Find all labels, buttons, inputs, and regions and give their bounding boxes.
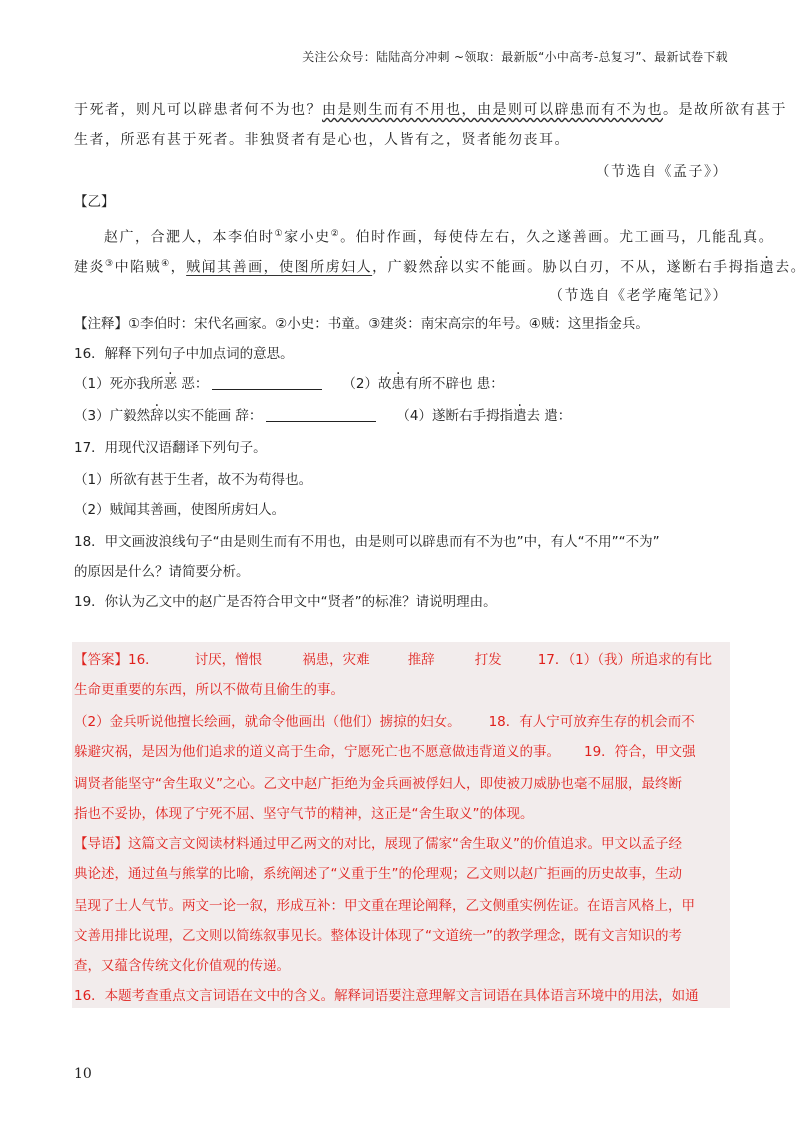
q16-explanation: 16．本题考查重点文言词语在文中的含义。解释词语要注意理解文言词语在具体语言环境中的用法，如通 <box>74 988 699 1004</box>
guide-line-3: 呈现了士人气节。两文一论一叙，形成互补：甲文重在理论阐释，乙文侧重实例佐证。在语言风格上，甲 <box>74 898 695 914</box>
dotted-word-ci: 辞 <box>434 259 450 276</box>
guide-line-5: 查，又蕴含传统文化价值观的传递。 <box>74 958 290 974</box>
question-19: 19．你认为乙文中的赵广是否符合甲文中“贤者”的标准？请说明理由。 <box>74 594 497 610</box>
answer-line-3: （2）金兵听说他擅长绘画，就命令他画出（他们）掳掠的妇女。 18．有人宁可放弃生存的机会而不 <box>74 714 695 730</box>
dotted-word-qian: 遣 <box>759 259 776 276</box>
question-17-item-1: （1）所欲有甚于生者，故不为苟得也。 <box>74 472 313 488</box>
guide-line-2: 典论述，通过鱼与熊掌的比喻，系统阐述了“义重于生”的伦理观；乙文则以赵广拒画的历史故事，生动 <box>74 866 682 882</box>
answer-line-5: 调贤者能坚守“舍生取义”之心。乙文中赵广拒绝为金兵画被俘妇人，即使被刀威胁也毫不屈服，最终断 <box>74 776 682 792</box>
passage-b-line-1: 赵广，合淝人，本李伯时①家小史②。伯时作画，每使侍左右，久之遂善画。尤工画马，几能乱真。 <box>104 229 775 246</box>
question-17: 17．用现代汉语翻译下列句子。 <box>74 440 267 456</box>
answer-line-4: 躲避灾祸，是因为他们追求的道义高于生命，宁愿死亡也不愿意做违背道义的事。 19．符合，甲文强 <box>74 744 696 760</box>
passage-b-label: 【乙】 <box>74 194 115 210</box>
answer-blank <box>266 407 376 422</box>
passage-b-line-2: 建炎③中陷贼④，贼闻其善画，使图所虏妇人，广毅然辞以实不能画。胁以白刃，不从，遂断右手拇指遣去。 <box>74 259 806 276</box>
passage-a-line-1: 于死者，则凡可以辟患者何不为也？由是则生而有不用也，由是则可以辟患而有不为也。是故所欲有甚于 <box>74 102 787 118</box>
question-18-line-1: 18．甲文画波浪线句子“由是则生而有不用也，由是则可以辟患而有不为也”中，有人“不用”“不为” <box>74 534 660 550</box>
passage-b-source: （节选自《老学庵笔记》） <box>549 288 728 304</box>
question-16: 16．解释下列句子中加点词的意思。 <box>74 346 294 362</box>
wavy-underlined-sentence: 由是则生而有不用也，由是则可以辟患而有不为也 <box>322 102 663 118</box>
underlined-sentence: 贼闻其善画，使图所虏妇人 <box>186 259 373 276</box>
question-18-line-2: 的原因是什么？请简要分析。 <box>74 564 250 580</box>
passage-a-line-2: 生者，所恶有甚于死者。非独贤者有是心也，人皆有之，贤者能勿丧耳。 <box>74 132 570 148</box>
guide-line-1: 【导语】这篇文言文阅读材料通过甲乙两文的对比，展现了儒家“舍生取义”的价值追求。甲文以孟子经 <box>74 836 682 852</box>
guide-line-4: 文善用排比说理，乙文则以简练叙事见长。整体设计体现了“文道统一”的教学理念，既有文言知识的考 <box>74 928 682 944</box>
answer-blank <box>212 375 322 390</box>
annotation-notes: 【注释】①李伯时：宋代名画家。②小史：书童。③建炎：南宋高宗的年号。④贼：这里指金兵。 <box>74 316 649 332</box>
answer-line-1: 【答案】16． 讨厌，憎恨 祸患，灾难 推辞 打发 17．（1）（我）所追求的有比 <box>74 652 712 668</box>
page-header: 关注公众号：陆陆高分冲刺 ~领取：最新版“小中高考-总复习”、最新试卷下载 <box>302 50 728 64</box>
answer-line-6: 指也不妥协，体现了宁死不屈、坚守气节的精神，这正是“舍生取义”的体现。 <box>74 806 534 822</box>
page-number: 10 <box>74 1066 92 1082</box>
passage-a-source: （节选自《孟子》） <box>595 164 728 180</box>
answer-line-2: 生命更重要的东西，所以不做苟且偷生的事。 <box>74 682 344 698</box>
question-17-item-2: （2）贼闻其善画，使图所虏妇人。 <box>74 502 286 518</box>
question-16-row-1: （1）死亦我所恶 恶： （2）故患有所不辟也 患： <box>74 376 504 392</box>
question-16-row-2: （3）广毅然辞以实不能画 辞： （4）遂断右手拇指遣去 遣： <box>74 408 572 424</box>
